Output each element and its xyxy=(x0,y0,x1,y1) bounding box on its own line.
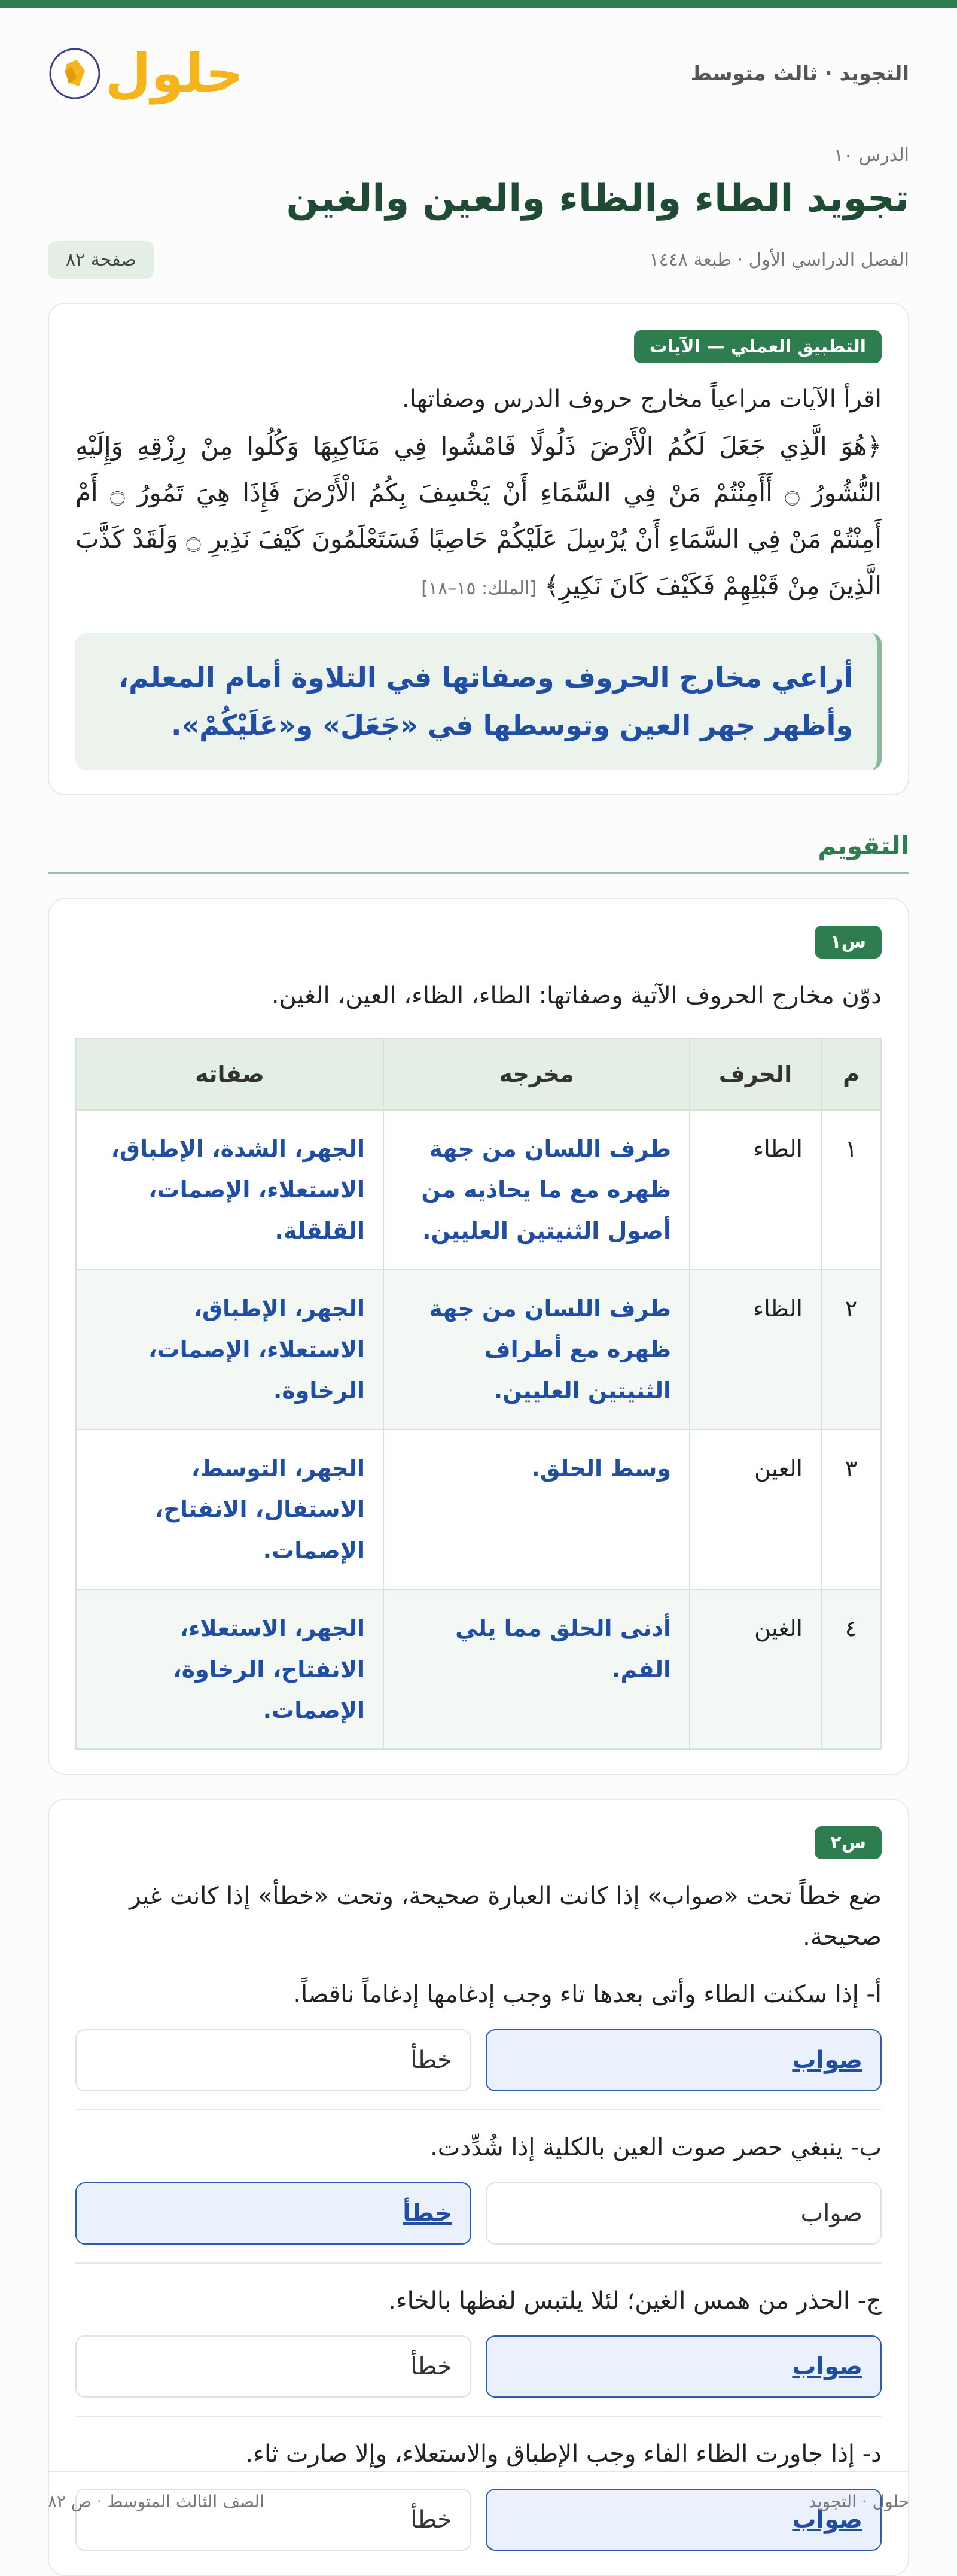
statement-text: ب- ينبغي حصر صوت العين بالكلية إذا شُدِّدت. xyxy=(430,2134,882,2162)
question-1-card xyxy=(48,898,909,1775)
answer-options xyxy=(75,2335,882,2398)
row-makhraj: وسط الحلق. xyxy=(383,1430,690,1589)
row-sifat: الجهر، التوسط، الاستفال، الانفتاح، الإصمات. xyxy=(76,1430,383,1589)
evaluation-heading: التقويم xyxy=(48,831,909,874)
row-makhraj: أدنى الحلق مما يلي الفم. xyxy=(383,1589,690,1749)
row-index: ٤ xyxy=(821,1589,881,1749)
footer-brand: حلول · التجويد xyxy=(809,2492,909,2511)
brand-logo[interactable] xyxy=(48,42,243,104)
page-header xyxy=(48,8,909,139)
top-accent-bar xyxy=(0,0,957,8)
subject-label: التجويد · ثالث متوسط xyxy=(690,62,909,86)
header-letter: الحرف xyxy=(690,1038,821,1110)
row-sifat: الجهر، الشدة، الإطباق، الاستعلاء، الإصمات، القلقلة. xyxy=(76,1110,383,1270)
header-makhraj: مخرجه xyxy=(383,1038,690,1110)
lesson-number: الدرس ١٠ xyxy=(833,145,909,166)
statement-text: د- إذا جاورت الظاء الفاء وجب الإطباق والاستعلاء، وإلا صارت ثاء. xyxy=(245,2440,882,2468)
row-letter: الغين xyxy=(690,1589,821,1749)
makharij-table xyxy=(75,1038,882,1750)
application-badge: التطبيق العملي — الآيات xyxy=(634,330,882,363)
false-option[interactable]: خطأ xyxy=(75,2029,471,2091)
row-letter: العين xyxy=(690,1430,821,1589)
row-makhraj: طرف اللسان من جهة ظهره مع أطراف الثنيتين العليين. xyxy=(383,1270,690,1430)
question-2-badge: س٢ xyxy=(815,1826,882,1859)
question-1-text: دوّن مخارج الحروف الآتية وصفاتها: الطاء، الظاء، العين، الغين. xyxy=(271,981,882,1009)
statement-item xyxy=(75,1957,882,2110)
statement-text: ج- الحذر من همس الغين؛ لئلا يلتبس لفظها بالخاء. xyxy=(388,2287,882,2315)
row-sifat: الجهر، الإطباق، الاستعلاء، الإصمات، الرخاوة. xyxy=(76,1270,383,1430)
row-letter: الطاء xyxy=(690,1110,821,1270)
statement-item xyxy=(75,2264,882,2417)
logo-text: حلول xyxy=(105,42,243,104)
statement-text: أ- إذا سكنت الطاء وأتى بعدها تاء وجب إدغامها إدغاماً ناقصاً. xyxy=(293,1981,882,2009)
table-row xyxy=(76,1110,881,1270)
row-sifat: الجهر، الاستعلاء، الانفتاح، الرخاوة، الإصمات. xyxy=(76,1589,383,1749)
row-makhraj: طرف اللسان من جهة ظهره مع ما يحاذيه من أصول الثنيتين العليين. xyxy=(383,1110,690,1270)
lesson-meta-row xyxy=(48,241,909,279)
row-letter: الظاء xyxy=(690,1270,821,1430)
table-header-row xyxy=(76,1038,881,1110)
page-number-badge: صفحة ٨٢ xyxy=(48,241,154,279)
statement-item xyxy=(75,2110,882,2264)
quran-verses xyxy=(75,423,882,609)
question-2-card xyxy=(48,1799,909,2576)
recitation-note: أراعي مخارج الحروف وصفاتها في التلاوة أمام المعلم، وأظهر جهر العين وتوسطها في «جَعَلَ» و«عَلَيْكُمْ». xyxy=(118,661,853,742)
table-row xyxy=(76,1270,881,1430)
table-row xyxy=(76,1589,881,1749)
ayah-reference: [الملك: ١٥–١٨] xyxy=(421,578,537,600)
row-index: ١ xyxy=(821,1110,881,1270)
semester-edition: الفصل الدراسي الأول · طبعة ١٤٤٨ xyxy=(649,250,909,270)
true-option[interactable]: صواب xyxy=(486,2489,882,2551)
question-1-badge: س١ xyxy=(815,926,882,959)
true-option[interactable]: صواب xyxy=(486,2335,882,2398)
header-index: م xyxy=(821,1038,881,1110)
false-option[interactable]: خطأ xyxy=(75,2335,471,2398)
lesson-title: تجويد الطاء والظاء والعين والغين xyxy=(286,177,909,221)
false-option[interactable]: خطأ xyxy=(75,2489,471,2551)
answer-options xyxy=(75,2182,882,2245)
true-option[interactable]: صواب xyxy=(486,2182,882,2245)
ayah-text: ﴿هُوَ الَّذِي جَعَلَ لَكُمُ الْأَرْضَ ذَلُولًا فَامْشُوا فِي مَنَاكِبِهَا وَكُلُوا مِنْ رِزْقِهِ وَإِلَيْهِ النُّشُورُ ۝ أَأَمِنْتُمْ مَنْ فِي السَّمَاءِ أَنْ يَخْسِفَ بِكُمُ الْأَرْضَ فَإِذَا هِيَ تَمُورُ ۝ أَمْ أَمِنْتُمْ مَنْ فِي السَّمَاءِ أَنْ يُرْسِلَ عَلَيْكُمْ حَاصِبًا فَسَتَعْلَمُونَ كَيْفَ نَذِيرِ ۝ وَلَقَدْ كَذَّبَ الَّذِينَ مِنْ قَبْلِهِمْ فَكَيْفَ كَانَ نَكِيرِ﴾ xyxy=(75,431,882,601)
row-index: ٢ xyxy=(821,1270,881,1430)
row-index: ٣ xyxy=(821,1430,881,1589)
recitation-note-box xyxy=(75,633,882,770)
application-card xyxy=(48,303,909,795)
true-option[interactable]: صواب xyxy=(486,2029,882,2091)
answer-options xyxy=(75,2029,882,2091)
question-2-text: ضع خطاً تحت «صواب» إذا كانت العبارة صحيحة، وتحت «خطأ» إذا كانت غير صحيحة. xyxy=(129,1882,882,1951)
footer-page-info: الصف الثالث المتوسط · ص ٨٢ xyxy=(48,2492,264,2511)
table-row xyxy=(76,1430,881,1589)
false-option[interactable]: خطأ xyxy=(75,2182,471,2245)
page-footer xyxy=(48,2471,909,2511)
logo-emblem-icon xyxy=(48,47,102,101)
application-intro: اقرأ الآيات مراعياً مخارج حروف الدرس وصفاتها. xyxy=(401,385,882,413)
header-sifat: صفاته xyxy=(76,1038,383,1110)
